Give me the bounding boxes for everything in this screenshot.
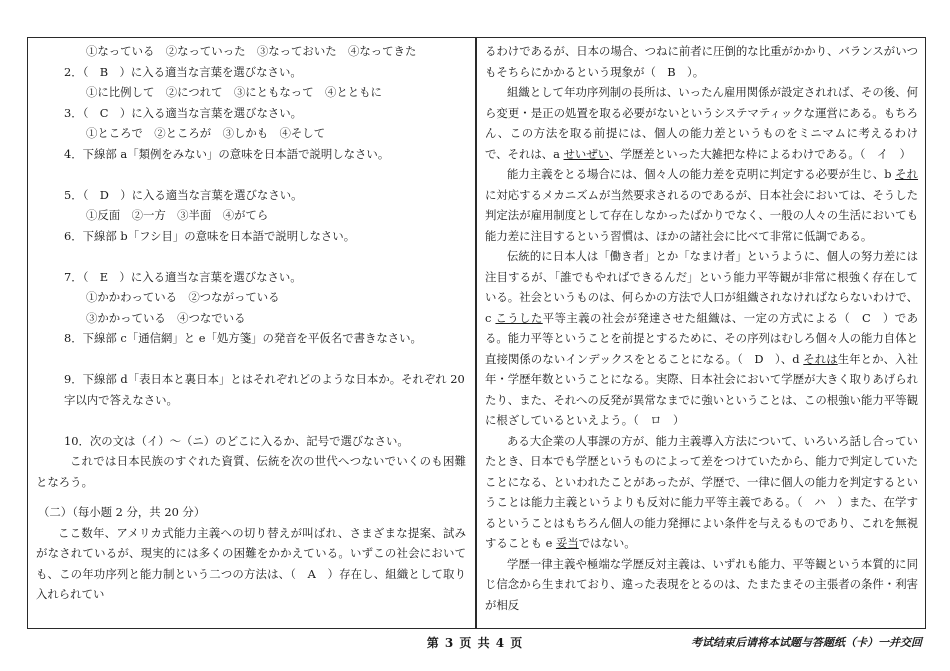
passage-p1: るわけであるが、日本の場合、つねに前者に圧倒的な比重がかかり、バランスがいつもそちらにかかるという現象が（ B ）。 (485, 44, 918, 79)
p2-text-a: 組織として年功序列制の長所は、いったん雇用関係が設定されれば、その後、何ら変更・是正の処置を取る必要がないというシステマティックな運営にある。もちろん、この方法を取る前提には、個人の能力差というものをミニマムに考えるわけで、それは、a (485, 85, 918, 161)
question-3: 3．（ C ）に入る適当な言葉を選びなさい。 (64, 105, 303, 120)
p4-text-c: 生年とか、入社年・学歴年数ということになる。実際、日本社会において学歴が大きく取りあげられたり、また、それへの反発が異常なまでに強いということは、この根強い能力平等観に根ざしているといえよう。（ ロ ） (485, 351, 918, 427)
left-column (36, 41, 466, 605)
answer-space (36, 246, 466, 267)
spacer (36, 492, 466, 502)
underline-c: こうした (495, 310, 543, 325)
p4-text-b: 平等主義の社会が発達させた組織は、一定の方式による（ C ）である。能力平等ということを前提とするために、その序列はむしろ個々人の能力自体と直接関係のないインデックスをとることになる。（ D ）、d (485, 310, 918, 366)
q3-options: ①ところで ②ところが ③しかも ④そして (86, 126, 326, 140)
right-column (485, 41, 918, 615)
underline-d: それは (803, 351, 838, 366)
answer-space (36, 410, 466, 431)
question-4: 4．下線部 a「類例をみない」の意味を日本語で説明しなさい。 (64, 146, 390, 161)
answer-space (36, 164, 466, 185)
underline-e: 妥当 (555, 536, 579, 550)
passage-p5 (485, 431, 918, 554)
q1-options: ①なっている ②なっていった ③なっておいた ④なってきた (86, 44, 417, 58)
passage-p6: 学歴一律主義や極端な学歴反対主義は、いずれも能力、平等観という本質的に同じ信念から生まれており、違った表現をとるのは、たまたまその主張者の条件・利害が相反 (485, 556, 918, 612)
page-number: 第 3 页 共 4 页 (426, 636, 524, 650)
p5-text-b: ではない。 (578, 536, 636, 550)
passage-p4 (485, 246, 918, 431)
p4-text-a: 伝統的に日本人は「働き者」とか「なまけ者」というように、個人の努力差には注目するが、「誰でもやればできるんだ」という能力平等観が非常に根強く存在している。社会というものは、何らかの方法で人口が組織されなければならないわけで、 (485, 249, 918, 304)
passage-start: ここ数年、アメリカ式能力主義への切り替えが叫ばれ、さまざまな提案、試みがなされているが、現実的には多くの困難をかかえている。いずこの社会においても、この年功序列と能力制という二つの方法は、（ A ）存在し、組織として取り入れられてい (36, 525, 466, 601)
p5-text-a: ある大企業の人事課の方が、能力主義導入方法について、いろいろ話し合っていたとき、日本でも学歴というものによって差をつけていたから、能力で判定していたことになる、といわれたことがあったが、学歴で、一律に個人の能力を判定するということは能力主義というよりも反対に能力平等主義である。（ ハ ）また、在学するということはもちろん個人の能力発揮によい条件を与えるものであり、これを無視することも e (485, 433, 918, 550)
underline-b: それ (895, 167, 918, 181)
question-8: 8．下線部 c「通信網」と e「処方箋」の発音を平仮名で書きなさい。 (64, 331, 422, 345)
question-6: 6．下線部 b「フシ目」の意味を日本語で説明しなさい。 (64, 228, 356, 243)
question-2: 2．（ B ）に入る適当な言葉を選びなさい。 (64, 64, 302, 79)
q10-sentence: これでは日本民族のすぐれた資質、伝統を次の世代へつないでいくのも困難となろう。 (36, 454, 466, 489)
q7-options-a: ①かかわっている ②つながっている (86, 290, 280, 304)
question-5: 5．（ D ）に入る適当な言葉を選びなさい。 (64, 187, 303, 202)
passage-p3 (485, 164, 918, 246)
question-7: 7．（ E ）に入る適当な言葉を選びなさい。 (64, 269, 302, 284)
passage-p2 (485, 82, 918, 164)
p3-text-a: 能力主義をとる場合には、個々人の能力差を克明に判定する必要が生じ、b (507, 167, 896, 181)
p3-text-b: に対応するメカニズムが当然要求されるのであるが、日本社会においては、そうした判定法が雇用制度として存在しなかったばかりでなく、一般の人々の生活においても能力差に注目するという習慣は、ほかの諸社会に比べて非常に低調である。 (485, 187, 918, 243)
question-10: 10．次の文は（イ）～（ニ）のどこに入るか、記号で選びなさい。 (64, 433, 409, 448)
underline-a: せいぜい (563, 146, 610, 161)
p4-label-c: c (485, 310, 496, 325)
q7-options-b: ③かかっている ④つなでいる (86, 310, 246, 325)
answer-space (36, 349, 466, 370)
q5-options: ①反面 ②一方 ③半面 ④がてら (86, 208, 269, 222)
question-9: 9．下線部 d「表日本と裏日本」とはそれぞれどのような日本か。それぞれ 20 字以内で答えなさい。 (64, 372, 465, 407)
q2-options: ①に比例して ②につれて ③にともなって ④とともに (86, 85, 382, 99)
footer-instruction: 考试结束后请将本试题与答题纸（卡）一并交回 (691, 636, 922, 649)
column-divider (475, 37, 477, 629)
p2-text-b: 、学歴差といった大雑把な枠によるわけである。（ イ ） (609, 146, 911, 161)
section-2-heading: （二）（每小题 2 分，共 20 分） (38, 505, 206, 519)
